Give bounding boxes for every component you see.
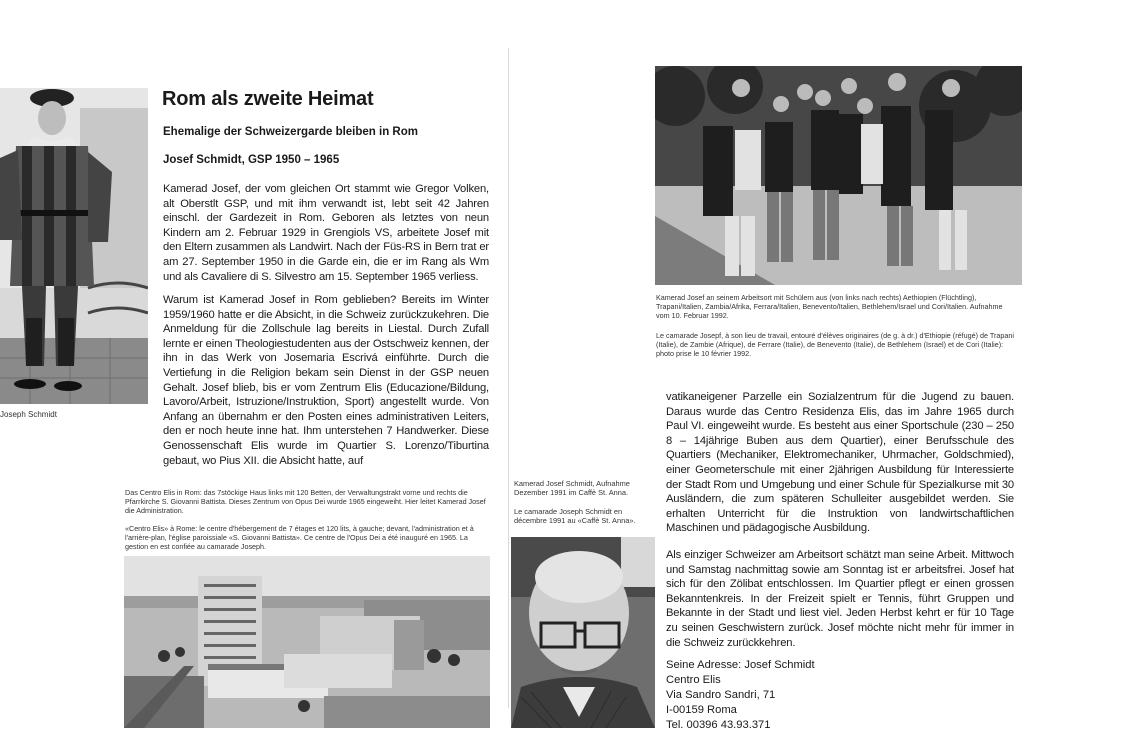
article-subtitle: Ehemalige der Schweizergarde bleiben in Rom bbox=[163, 126, 418, 138]
article-title: Rom als zweite Heimat bbox=[162, 88, 374, 110]
address-line-2: Centro Elis bbox=[666, 674, 721, 686]
paragraph-2: Warum ist Kamerad Josef in Rom geblieben? Bereits im Winter 1959/1960 hatte er die Absicht, in die Schweiz zurückzukehren. Die Anmeldung für die Zollschule lag bereits in Liestal. Durch Zufall lernte er einen Theologiestudenten aus der Ostschweiz kennen, der ihn in das Werk von Josemaria Escrivá einführte. Durch die Vertiefung in die Religion bekam sein Dienst in der GSP neuen Gehalt. Josef blieb, bis er vom Zentrum Elis (Educazione/Bildung, Lavoro/Arbeit, Istruzione/Instruktion, Sport) angestellt wurde. Von Anfang an übernahm er den Posten eines administrativen Leiters, den er noch heute inne hat. Ihm unterstehen 7 Handwerker. Diese Genossenschaft Elis wurde im Quartier S. Lorenzo/Tiburtina gebaut, wo Pius XII. die Absicht hatte, auf bbox=[163, 294, 489, 467]
students-group-photo bbox=[655, 66, 1022, 285]
portrait-caption-fr: Le camarade Joseph Schmidt en décembre 1991 au «Caffè St. Anna». bbox=[514, 507, 636, 526]
group-caption-fr: Le camarade Josepf, à son lieu de travail, entouré d'élèves originaires (de g. à dr.) d'Ethiopie (réfugé) de Trapani (Italie), de Zambie (Afrique), de Ferrare (Italie), de Benevento (Italie), de Bethlehem (Israel) et de Cori (Italie): photo prise le 10 février 1992. bbox=[656, 331, 1014, 358]
page-gutter bbox=[508, 48, 509, 708]
address-line-4: I-00159 Roma bbox=[666, 704, 737, 716]
paragraph-1: Kamerad Josef, der vom gleichen Ort stammt wie Gregor Volken, alt Oberstlt GSP, und mit ihm verwandt ist, lebt seit 42 Jahren einschl. der Gardezeit in Rom. Geboren als letztes von neun Kindern am 2. Februar 1929 in Grengiols VS, arbeitete Josef mit den Eltern zusammen als Landwirt. Nach der Füs-RS in Bern trat er am 27. September 1950 in die Garde ein, die er im Rang als Wm und als Cavaliere di S. Silvestro am 15. September 1965 verliess. bbox=[163, 183, 489, 283]
address-line-3: Via Sandro Sandri, 71 bbox=[666, 689, 776, 701]
paragraph-3: vatikaneigener Parzelle ein Sozialzentrum für die Jugend zu bauen. Daraus wurde das Centro Residenza Elis, das im Jahre 1965 durch Paul VI. eingeweiht wurde. Es besteht aus einer Sportschule (230 – 250 8 – 14jährige Buben aus dem Quartier), einer Berufsschule des Quartiers (Mechaniker, Elektromechaniker, Uhrmacher, Goldschmied), einer Geometerschule mit einer 2jährigen Ausbildung für Interessierte der Stadt Rom und Umgebung und einer Schule für Spezialkurse mit 30 Ausländern, die zum späteren Schulleiter ausgebildet werden. Sie erhalten Unterricht für die Instruktion von landwirtschaftlichen Maschinen und pädagogische Ausbildung. bbox=[666, 391, 1014, 535]
paragraph-4: Als einziger Schweizer am Arbeitsort schätzt man seine Arbeit. Mittwoch und Samstag nachmittag sowie am Sonntag ist er arbeitsfrei. Josef hat sich für den Zölibat entschlossen. Im Quartier pflegt er einen grossen Bekanntenkreis. In der Freizeit spielt er Tennis, führt Gruppen und Bekannte in der Stadt und liest viel. Jeden Herbst kehrt er für 10 Tage zu seinen Geschwistern zurück. Josef möchte nicht mehr für immer in die Schweiz zurückkehren. bbox=[666, 549, 1014, 649]
address-line-5: Tel. 00396 43.93.371 bbox=[666, 719, 771, 731]
guard-photo-caption: Joseph Schmidt bbox=[0, 410, 57, 419]
josef-schmidt-portrait-photo bbox=[511, 537, 655, 728]
building-caption-fr: «Centro Elis» à Rome: le centre d'hébergement de 7 étages et 120 lits, à gauche; devant, l'administration et à l'arrière-plan, l'église paroissiale «S. Giovanni Battista». Ce centre de l'Opus Dei a été inauguré en 1965. La gestion en est confiée au camarade Joseph. bbox=[125, 524, 474, 551]
building-caption-de: Das Centro Elis in Rom: das 7stöckige Haus links mit 120 Betten, der Verwaltungstrakt vorne und rechts die Pfarrkirche S. Giovanni Battista. Dieses Zentrum von Opus Dei wurde 1965 eingeweiht. Hier leitet Kamerad Josef die Administration. bbox=[125, 488, 486, 515]
address-block bbox=[666, 658, 815, 733]
swiss-guard-photo bbox=[0, 88, 148, 404]
address-line-1: Seine Adresse: Josef Schmidt bbox=[666, 659, 815, 671]
article-byline: Josef Schmidt, GSP 1950 – 1965 bbox=[163, 154, 340, 166]
centro-elis-building-photo bbox=[124, 556, 490, 728]
group-caption-de: Kamerad Josef an seinem Arbeitsort mit Schülern aus (von links nach rechts) Aethiopien (Flüchtling), Trapani/Italien, Zambia/Afrika, Ferrara/Italien, Benevento/Italien, Bethlehem/Israel und Cori/Italien. Aufnahme vom 10. Februar 1992. bbox=[656, 293, 1003, 320]
portrait-caption-de: Kamerad Josef Schmidt, Aufnahme Dezember 1991 im Caffè St. Anna. bbox=[514, 479, 630, 498]
